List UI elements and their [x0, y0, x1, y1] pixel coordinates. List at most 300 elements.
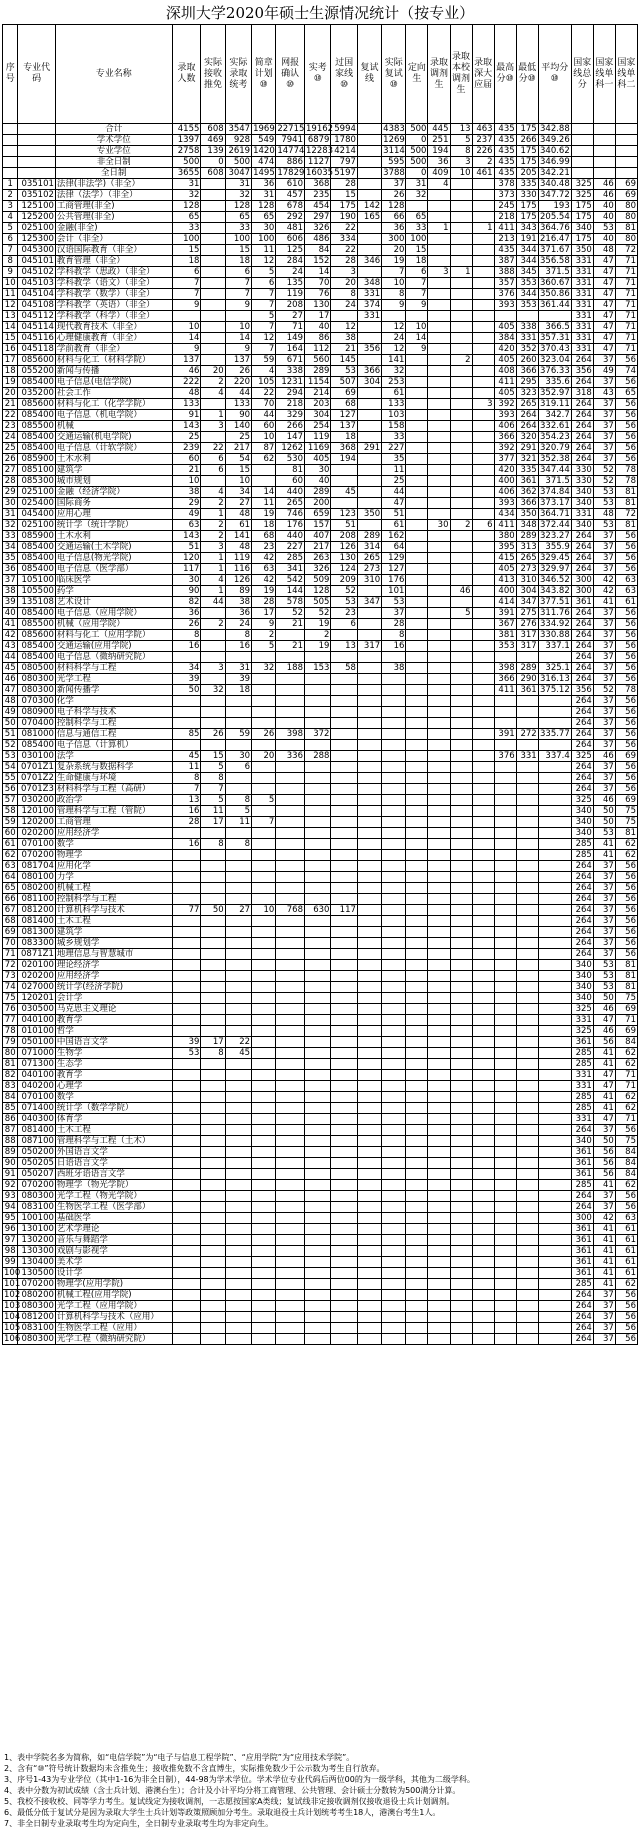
table-cell [615, 157, 637, 168]
table-cell: 347.44 [540, 465, 570, 475]
table-cell [201, 432, 225, 443]
table-cell [428, 1103, 450, 1114]
table-cell [406, 1048, 428, 1059]
table-cell [357, 630, 381, 641]
table-cell: 33 [406, 223, 428, 234]
table-cell: 130 [331, 553, 357, 564]
table-cell: 0701Z2 [18, 773, 55, 784]
table-cell [276, 1312, 305, 1323]
table-cell [382, 883, 406, 894]
table-cell: 400 [494, 586, 516, 597]
table-cell: 7 [172, 784, 201, 795]
table-cell: 264 [571, 1290, 593, 1301]
table-cell: 264 [516, 410, 538, 421]
table-cell: 80 [615, 212, 637, 223]
table-cell [172, 1323, 201, 1334]
table-cell [494, 927, 516, 938]
table-cell [252, 828, 276, 839]
table-cell: 37 [593, 883, 615, 894]
table-cell [276, 971, 305, 982]
table-cell: 11 [252, 245, 276, 256]
table-cell [516, 707, 538, 718]
table-cell [331, 1224, 357, 1235]
table-cell [428, 542, 450, 553]
table-cell [450, 883, 472, 894]
table-cell: 56 [615, 1301, 637, 1312]
table-cell: 17 [252, 608, 276, 619]
table-cell: 50 [201, 905, 225, 916]
table-cell: 41 [593, 1257, 615, 1268]
table-cell [450, 927, 472, 938]
table-cell [305, 1103, 331, 1114]
table-cell: 264 [571, 949, 593, 960]
table-cell: 56 [615, 905, 637, 916]
table-cell [571, 124, 593, 135]
table-cell: 45 [225, 1048, 251, 1059]
table-cell [472, 190, 494, 201]
table-cell [494, 1213, 516, 1224]
table-cell [615, 135, 637, 146]
table-cell: 188 [276, 663, 305, 674]
table-cell [450, 729, 472, 740]
table-cell: 162 [382, 531, 406, 542]
table-cell: 41 [593, 1092, 615, 1103]
table-cell [305, 1092, 331, 1103]
table-row [3, 267, 638, 278]
table-cell: 42 [593, 1213, 615, 1224]
table-cell [593, 157, 615, 168]
table-cell [450, 806, 472, 817]
table-cell [357, 993, 381, 1004]
table-cell [450, 773, 472, 784]
table-cell [357, 861, 381, 872]
table-cell [406, 1334, 428, 1345]
table-cell: 368 [331, 443, 357, 454]
table-cell: 37 [593, 707, 615, 718]
table-cell [201, 641, 225, 652]
table-cell [472, 1202, 494, 1213]
table-cell [494, 1202, 516, 1213]
table-cell: 330 [516, 190, 538, 201]
column-header: 录取调剂生 [428, 25, 450, 124]
table-row [3, 1191, 638, 1202]
table-cell [538, 1213, 571, 1224]
table-cell [450, 1213, 472, 1224]
table-cell [538, 1290, 571, 1301]
table-cell [357, 1026, 381, 1037]
table-cell [357, 135, 381, 146]
table-cell [428, 872, 450, 883]
table-cell: 304 [305, 410, 331, 421]
table-cell [428, 410, 450, 421]
table-cell [276, 828, 305, 839]
table-cell: 124 [331, 564, 357, 575]
table-cell [382, 1026, 406, 1037]
table-row [3, 311, 638, 322]
table-row [3, 806, 638, 817]
table-cell [428, 388, 450, 399]
table-cell [305, 960, 331, 971]
table-cell [252, 784, 276, 795]
table-cell: 340 [571, 993, 593, 1004]
table-cell: 37 [3, 575, 18, 586]
table-cell [538, 1015, 571, 1026]
table-cell: 331 [357, 289, 381, 300]
table-cell: 264 [571, 553, 593, 564]
table-cell [382, 1235, 406, 1246]
table-cell: 050205 [18, 1158, 55, 1169]
table-cell [276, 1169, 305, 1180]
table-cell [305, 1301, 331, 1312]
table-cell: 3 [472, 399, 494, 410]
table-cell: 5 [201, 795, 225, 806]
table-cell: 17 [3, 355, 18, 366]
table-cell [225, 861, 251, 872]
table-cell: 2 [201, 498, 225, 509]
table-cell [252, 773, 276, 784]
table-cell: 457 [276, 190, 305, 201]
table-cell: 生物医学工程（医学部） [55, 1202, 172, 1213]
table-cell [494, 894, 516, 905]
table-cell: 354.23 [540, 432, 570, 442]
table-cell [428, 333, 450, 344]
table-cell: 37 [593, 861, 615, 872]
table-cell: 金融（经济学院） [55, 487, 172, 498]
table-cell [252, 993, 276, 1004]
table-cell [276, 1191, 305, 1202]
table-cell: 学科教学（英语）（非全） [55, 300, 172, 311]
table-cell: 411 [494, 377, 516, 388]
table-cell: 264 [571, 872, 593, 883]
table-cell: 3 [201, 421, 225, 432]
table-cell: 75 [615, 993, 637, 1004]
table-cell: 37 [593, 872, 615, 883]
table-cell: 0701Z3 [18, 784, 55, 795]
table-cell [450, 311, 472, 322]
table-cell: 1780 [331, 135, 357, 146]
table-row [3, 520, 638, 531]
table-cell: 085400 [18, 542, 55, 553]
table-cell: 信息与通信工程 [55, 729, 172, 740]
table-cell [406, 432, 428, 443]
table-cell [305, 1235, 331, 1246]
table-cell [538, 1235, 571, 1246]
table-cell [494, 696, 516, 707]
table-cell [252, 1026, 276, 1037]
table-cell: 31 [252, 190, 276, 201]
table-cell [571, 146, 593, 157]
table-cell [516, 1147, 538, 1158]
table-cell: 20 [382, 245, 406, 256]
table-cell [201, 630, 225, 641]
table-cell: 16 [382, 641, 406, 652]
table-cell [305, 1059, 331, 1070]
table-cell: 公共管理(非全) [55, 212, 172, 223]
table-cell [428, 201, 450, 212]
table-cell [472, 762, 494, 773]
table-cell: 1 [201, 509, 225, 520]
table-cell [276, 696, 305, 707]
table-cell [357, 520, 381, 531]
table-cell: 300 [571, 586, 593, 597]
table-cell [252, 1312, 276, 1323]
table-cell: 26 [172, 619, 201, 630]
table-row [3, 905, 638, 916]
table-cell: 80 [615, 234, 637, 245]
table-cell [357, 1147, 381, 1158]
table-cell: 289 [516, 663, 538, 674]
table-cell: 5 [225, 806, 251, 817]
table-cell: 2 [201, 619, 225, 630]
table-cell: 81 [615, 223, 637, 234]
column-header: 定向生 [406, 25, 428, 124]
table-cell [450, 1147, 472, 1158]
table-cell [225, 1158, 251, 1169]
table-cell: 90 [3, 1158, 18, 1169]
table-cell [450, 1125, 472, 1136]
table-cell [357, 740, 381, 751]
table-cell: 城乡规划学 [55, 938, 172, 949]
table-cell [252, 872, 276, 883]
table-cell: 1 [450, 267, 472, 278]
table-row [3, 410, 638, 421]
table-cell [450, 630, 472, 641]
table-cell [450, 1323, 472, 1334]
table-row [3, 850, 638, 861]
table-cell: 264 [571, 410, 593, 421]
table-cell: 47 [593, 300, 615, 311]
table-cell [357, 322, 381, 333]
table-cell: 53 [172, 1048, 201, 1059]
table-cell: 27 [3, 465, 18, 476]
table-cell: 复杂系统与数据科学 [55, 762, 172, 773]
table-cell [472, 652, 494, 663]
table-cell [450, 905, 472, 916]
table-row [3, 498, 638, 509]
table-cell [252, 1092, 276, 1103]
table-cell: 27 [225, 905, 251, 916]
table-cell: 264 [571, 399, 593, 410]
table-cell [494, 938, 516, 949]
table-cell [276, 949, 305, 960]
table-cell [450, 542, 472, 553]
table-cell [472, 388, 494, 399]
table-cell [382, 1323, 406, 1334]
table-cell: 36 [172, 608, 201, 619]
table-cell [428, 443, 450, 454]
column-header: 简章计划⑩ [252, 25, 276, 124]
table-cell: 89 [3, 1147, 18, 1158]
table-cell: 新闻传播学 [55, 685, 172, 696]
table-cell: 物理学 [55, 850, 172, 861]
table-cell [252, 1015, 276, 1026]
table-cell [201, 476, 225, 487]
table-cell: 71 [615, 256, 637, 267]
table-cell [225, 927, 251, 938]
table-cell: 戏剧与影视学 [55, 1246, 172, 1257]
table-cell [305, 993, 331, 1004]
table-cell: 264 [571, 564, 593, 575]
table-cell [406, 399, 428, 410]
table-cell [406, 311, 428, 322]
table-cell: 24 [276, 267, 305, 278]
table-cell: 48 [225, 542, 251, 553]
table-cell [331, 498, 357, 509]
table-cell: 60 [252, 421, 276, 432]
table-cell: 530 [276, 454, 305, 465]
table-cell: 407 [305, 531, 331, 542]
table-cell [428, 1191, 450, 1202]
table-cell [450, 982, 472, 993]
table-cell: 69 [615, 751, 637, 762]
table-cell: 325 [571, 1004, 593, 1015]
table-cell: 2 [201, 377, 225, 388]
table-cell: 080200 [18, 1290, 55, 1301]
table-cell [305, 916, 331, 927]
table-cell [538, 1037, 571, 1048]
table-cell [201, 1224, 225, 1235]
table-cell [428, 674, 450, 685]
table-cell [571, 135, 593, 146]
table-cell: 507 [331, 377, 357, 388]
table-cell: 349.26 [540, 135, 570, 145]
table-cell [225, 1015, 251, 1026]
table-cell [538, 916, 571, 927]
table-cell [357, 751, 381, 762]
table-cell [382, 1070, 406, 1081]
table-cell: 6 [201, 465, 225, 476]
table-cell: 337.4 [538, 751, 571, 762]
table-cell [494, 784, 516, 795]
table-cell [494, 982, 516, 993]
table-cell [357, 179, 381, 190]
table-cell [172, 696, 201, 707]
table-cell: 41 [593, 1048, 615, 1059]
table-cell: 18 [406, 256, 428, 267]
table-cell: 33 [382, 432, 406, 443]
table-cell [201, 883, 225, 894]
table-cell [225, 740, 251, 751]
table-cell: 81 [615, 487, 637, 498]
table-cell [201, 608, 225, 619]
table-cell: 生物医学工程（应用） [55, 1323, 172, 1334]
table-row [3, 454, 638, 465]
table-cell: 9 [225, 300, 251, 311]
table-cell: 291 [516, 443, 538, 454]
column-header: 网报确认⑩ [276, 25, 305, 124]
table-cell: 085400 [18, 377, 55, 388]
table-cell: 367 [494, 619, 516, 630]
table-cell: 356 [571, 685, 593, 696]
table-cell: 6 [252, 278, 276, 289]
table-cell [472, 1235, 494, 1246]
table-cell [428, 498, 450, 509]
table-cell: 68 [252, 531, 276, 542]
table-cell: 37 [593, 949, 615, 960]
table-cell [450, 410, 472, 421]
table-cell: 56 [615, 564, 637, 575]
table-cell: 405 [305, 454, 331, 465]
table-cell: 100 [225, 234, 251, 245]
table-cell [357, 652, 381, 663]
table-cell [331, 465, 357, 476]
table-cell: 245 [494, 201, 516, 212]
table-cell: 71 [276, 322, 305, 333]
table-cell [472, 575, 494, 586]
table-cell [406, 1103, 428, 1114]
table-cell [538, 1114, 571, 1125]
table-cell [201, 982, 225, 993]
table-cell: 175 [571, 201, 593, 212]
table-cell: 28 [382, 619, 406, 630]
table-cell: 500 [225, 157, 251, 168]
table-cell [225, 1334, 251, 1345]
table-cell: 37 [593, 1334, 615, 1345]
table-cell [3, 124, 18, 135]
table-cell: 346.52 [540, 575, 570, 585]
table-cell: 175 [571, 212, 593, 223]
table-cell [450, 1070, 472, 1081]
table-cell: 63 [172, 520, 201, 531]
table-cell: 368 [305, 179, 331, 190]
table-cell: 法律(非法学)（非全） [55, 179, 172, 190]
table-cell [357, 685, 381, 696]
table-cell [516, 938, 538, 949]
table-cell [428, 740, 450, 751]
table-cell: 340 [571, 971, 593, 982]
table-cell [406, 663, 428, 674]
table-cell [472, 344, 494, 355]
table-row [3, 630, 638, 641]
table-cell [276, 993, 305, 1004]
table-cell [201, 322, 225, 333]
table-row [3, 1081, 638, 1092]
table-cell [538, 773, 571, 784]
table-cell: 23 [331, 608, 357, 619]
table-cell [472, 1169, 494, 1180]
table-cell: 18 [225, 256, 251, 267]
table-cell: 119 [276, 289, 305, 300]
table-cell [494, 652, 516, 663]
table-cell: 087100 [18, 1136, 55, 1147]
table-cell: 40 [305, 322, 331, 333]
table-cell [357, 146, 381, 157]
table-cell: 1127 [305, 157, 331, 168]
table-cell: 265 [276, 498, 305, 509]
table-cell [428, 1246, 450, 1257]
table-cell: 310 [516, 575, 538, 586]
table-cell [472, 949, 494, 960]
table-cell [450, 1026, 472, 1037]
table-cell [472, 817, 494, 828]
table-cell: 050100 [18, 1037, 55, 1048]
table-cell [516, 806, 538, 817]
table-cell [252, 1235, 276, 1246]
table-row [3, 300, 638, 311]
table-row [3, 817, 638, 828]
table-cell: 040100 [18, 1070, 55, 1081]
table-cell: 355.9 [538, 542, 571, 553]
table-cell: 7941 [276, 135, 305, 146]
table-cell [357, 1257, 381, 1268]
table-cell [331, 1334, 357, 1345]
table-cell: 37 [593, 630, 615, 641]
table-cell [516, 1235, 538, 1246]
table-cell [225, 1114, 251, 1125]
table-cell: 10 [172, 476, 201, 487]
table-row [3, 773, 638, 784]
table-cell [472, 1301, 494, 1312]
